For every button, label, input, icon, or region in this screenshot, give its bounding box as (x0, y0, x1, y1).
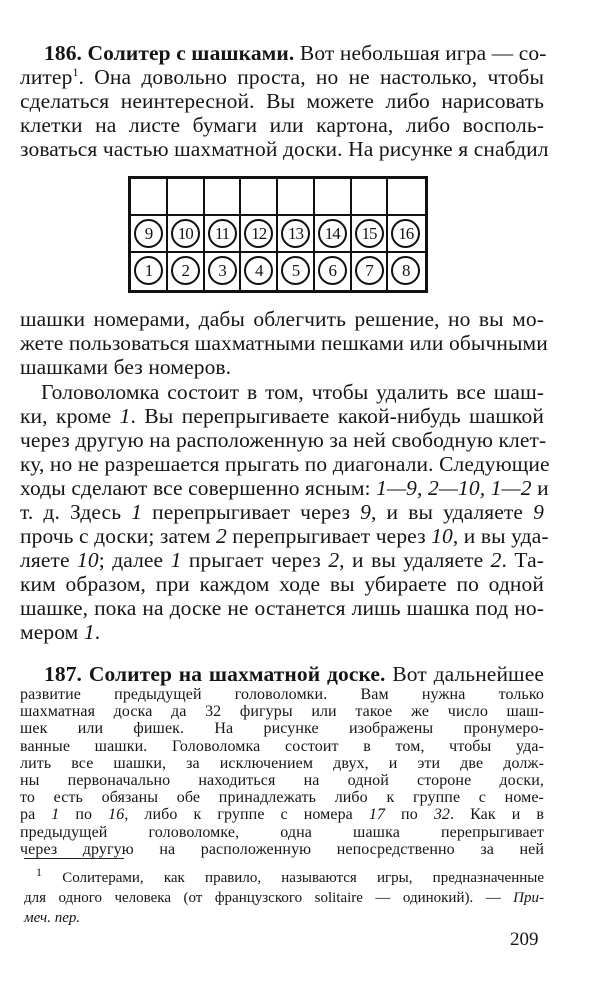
checker-piece: 15 (355, 219, 384, 248)
text-line: шашке, пока на доске не останется лишь шашка под но- (20, 596, 544, 620)
section-187-title: Солитер на шахматной доске. (88, 662, 386, 686)
text-segment: по (385, 806, 434, 824)
text-line (20, 806, 544, 823)
section-187-number: 187. (44, 662, 83, 686)
section-187-heading-line: 187. Солитер на шахматной доске. Вот дальнейшее (44, 662, 544, 686)
board-cell (278, 179, 315, 216)
board-cell (241, 216, 278, 253)
board-cell (388, 253, 425, 290)
board-row-bottom (131, 253, 425, 290)
text-line: ванные шашки. Головоломка состоит в том, чтобы уда- (20, 737, 544, 755)
section-186-number: 186. (44, 41, 83, 65)
text-segment: 1 (51, 806, 60, 824)
page-number: 209 (510, 929, 539, 950)
board-cell (241, 253, 278, 290)
text-line: ким образом, при каждом ходе вы убираете по одной (20, 572, 544, 596)
board-cell (168, 179, 205, 216)
checker-piece: 9 (134, 219, 163, 248)
footnote-line: для одного человека (от французского solitaire — одинокий). — При- (24, 890, 544, 906)
board-cell (278, 216, 315, 253)
text-line: ходы сделают все совершенно ясным: 1—9, 2—10, 1—2 и (20, 476, 549, 500)
board-cell (388, 179, 425, 216)
text-line: шашки номерами, дабы облегчить решение, но вы мо- (20, 307, 544, 331)
text-line: то есть обязаны обе принадлежать либо к группе с номе- (20, 789, 544, 807)
board-cell (168, 216, 205, 253)
text-line: предыдущей головоломке, одна шашка перепрыгивает (20, 823, 544, 841)
checker-piece: 8 (391, 256, 420, 285)
text-line: сделаться неинтересной. Вы можете либо нарисовать (20, 89, 544, 113)
board-cell (168, 253, 205, 290)
checker-piece: 4 (244, 256, 273, 285)
section-186-heading-line: 186. Солитер с шашками. Вот небольшая игра — со- (44, 41, 547, 65)
text-line: шашками без номеров. (20, 355, 232, 379)
text-line: через другую на расположенную за ней свободную клет- (20, 428, 547, 452)
text-line: т. д. Здесь 1 перепрыгивает через 9, и вы удаляете 9 (20, 500, 544, 524)
checker-piece: 1 (134, 256, 163, 285)
board-cell (205, 253, 242, 290)
checker-piece: 2 (171, 256, 200, 285)
text-line: мером 1. (20, 620, 101, 644)
board-cell (205, 179, 242, 216)
board-cell (352, 253, 389, 290)
checker-piece: 11 (208, 219, 237, 248)
text-line: ку, но не разрешается прыгать по диагонали. Следующие (20, 452, 550, 476)
text-line: ки, кроме 1. Вы перепрыгиваете какой-нибудь шашкой (20, 404, 544, 428)
checker-piece: 3 (208, 256, 237, 285)
text-line: клетки на листе бумаги или картона, либо восполь- (20, 113, 544, 137)
checker-piece: 6 (318, 256, 347, 285)
text-segment: по (59, 806, 109, 824)
board-cell (315, 253, 352, 290)
checker-piece: 12 (244, 219, 273, 248)
checker-piece: 7 (355, 256, 384, 285)
footnote-line: $^1$ Солитерами, как правило, называются игры, предназначенные (36, 865, 544, 886)
board-cell (352, 179, 389, 216)
text-line: через другую на расположенную непосредственно за ней (20, 840, 544, 858)
text-line: жете пользоваться шахматными пешками или обычными (20, 331, 548, 355)
text-line: лить все шашки, за исключением двух, и эти две долж- (20, 754, 544, 772)
checker-piece: 16 (391, 219, 420, 248)
board-cell (131, 179, 168, 216)
text-line: развитие предыдущей головоломки. Вам нужна только (20, 686, 544, 703)
text-segment: . Как и в (450, 806, 545, 824)
solitaire-board-figure (128, 176, 428, 293)
checker-piece: 13 (281, 219, 310, 248)
board-row-middle (131, 216, 425, 253)
text-segment: , либо к группе с номера (124, 806, 369, 824)
checker-piece: 5 (281, 256, 310, 285)
text-segment: ра (20, 806, 52, 824)
text-line: зоваться частью шахматной доски. На рисунке я снабдил (20, 137, 549, 161)
footnote-mark: 1 (36, 865, 42, 879)
text-line: шек или фишек. На рисунке изображены пронумеро- (20, 720, 544, 738)
checker-piece: 14 (318, 219, 347, 248)
text-line: шахматная доска да 32 фигуры или такое же число шаш- (20, 703, 544, 721)
board-cell (241, 179, 278, 216)
text-line: ляете 10; далее 1 прыгает через 2, и вы удаляете 2. Та- (20, 548, 545, 572)
section-186-title: Солитер с шашками. (87, 41, 295, 65)
board-cell (278, 253, 315, 290)
text-line: прочь с доски; затем 2 перепрыгивает через 10, и вы уда- (20, 524, 549, 548)
board-cell (388, 216, 425, 253)
text-line: литер$^1$. Она довольно проста, но не настолько, чтобы (20, 64, 544, 89)
board-cell (131, 216, 168, 253)
board-cell (315, 179, 352, 216)
checker-piece: 10 (171, 219, 200, 248)
text-segment: 17 (368, 806, 386, 824)
text-segment: 16 (108, 806, 125, 824)
board-row-empty (131, 179, 425, 216)
footnote-reference: 1 (72, 64, 79, 79)
board-cell (131, 253, 168, 290)
board-cell (352, 216, 389, 253)
board-cell (205, 216, 242, 253)
text-line: Головоломка состоит в том, чтобы удалить все шаш- (41, 380, 544, 404)
text-line: ны первоначально находиться на одной стороне доски, (20, 772, 544, 789)
board-cell (315, 216, 352, 253)
text-segment: 32 (433, 806, 451, 824)
footnote-line: меч. пер. (24, 910, 81, 926)
footnote-divider (24, 858, 124, 859)
